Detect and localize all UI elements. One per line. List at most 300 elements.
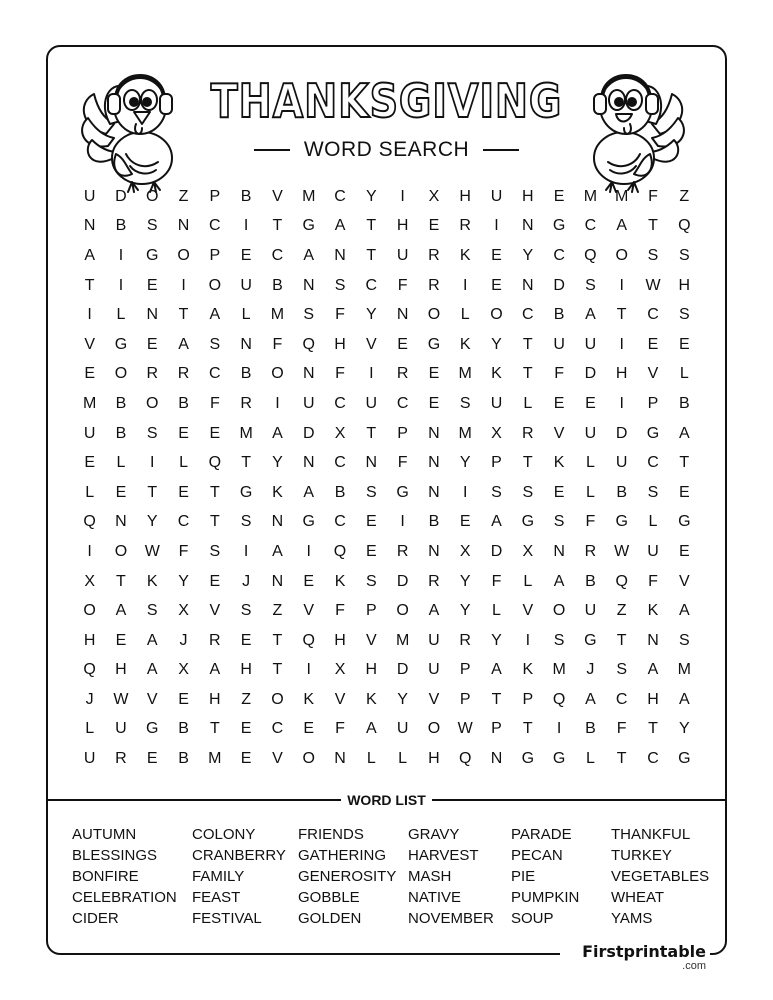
grid-letter: E (428, 365, 440, 383)
grid-letter: W (113, 690, 129, 708)
grid-letter: N (553, 542, 565, 560)
word-list-item: YAMS (611, 910, 653, 927)
grid-letter: H (209, 690, 221, 708)
grid-letter: A (334, 217, 346, 235)
grid-letter: K (146, 572, 158, 590)
grid-letter: C (522, 306, 534, 324)
grid-letter: A (428, 602, 440, 620)
word-list-item: AUTUMN (72, 826, 137, 843)
grid-letter: Y (146, 513, 158, 531)
grid-letter: N (522, 217, 534, 235)
grid-letter: R (459, 631, 471, 649)
grid-letter: F (178, 542, 189, 560)
grid-letter: A (209, 306, 221, 324)
grid-letter: F (585, 513, 596, 531)
grid-letter: M (583, 187, 598, 205)
grid-letter: T (84, 276, 95, 294)
grid-letter: Q (83, 661, 96, 679)
grid-letter: V (146, 690, 158, 708)
grid-letter: U (615, 454, 628, 472)
grid-letter: D (553, 276, 565, 294)
grid-letter: M (458, 365, 472, 383)
grid-letter: X (459, 542, 471, 560)
grid-letter: E (678, 335, 690, 353)
grid-letter: K (553, 454, 565, 472)
word-list-column (408, 824, 494, 929)
grid-letter: O (83, 602, 96, 620)
grid-letter: R (209, 631, 221, 649)
word-list-item: COLONY (192, 826, 256, 843)
grid-letter: N (428, 454, 440, 472)
word-list-heading: WORD LIST (341, 792, 432, 808)
grid-letter: N (83, 217, 96, 235)
grid-letter: Y (397, 690, 408, 708)
word-list-item: PARADE (511, 826, 572, 843)
grid-letter: C (334, 394, 346, 412)
grid-letter: L (585, 454, 595, 472)
grid-letter: L (398, 750, 408, 768)
grid-letter: C (553, 246, 565, 264)
grid-letter: M (302, 187, 316, 205)
grid-letter: S (146, 217, 158, 235)
grid-letter: Y (459, 602, 471, 620)
grid-letter: X (522, 542, 534, 560)
word-list-item: NOVEMBER (408, 910, 494, 927)
grid-letter: E (115, 483, 127, 501)
grid-letter: V (303, 602, 315, 620)
grid-letter: G (114, 335, 128, 353)
grid-letter: R (428, 246, 440, 264)
grid-letter: Y (178, 572, 189, 590)
word-list-item: HARVEST (408, 847, 479, 864)
grid-letter: N (428, 542, 440, 560)
grid-letter: G (302, 217, 315, 235)
grid-letter: C (647, 306, 659, 324)
grid-letter: O (146, 187, 159, 205)
grid-letter: A (303, 483, 315, 501)
grid-letter: M (552, 661, 566, 679)
grid-letter: S (365, 572, 377, 590)
grid-letter: G (615, 513, 628, 531)
grid-letter: J (586, 661, 595, 679)
grid-letter: E (146, 276, 158, 294)
word-list-item: CRANBERRY (192, 847, 286, 864)
grid-letter: G (146, 720, 159, 738)
grid-letter: C (271, 720, 284, 738)
word-list-item: GOBBLE (298, 889, 360, 906)
word-list-item: SOUP (511, 910, 554, 927)
word-list-item: WHEAT (611, 889, 665, 906)
grid-letter: T (522, 365, 533, 383)
grid-letter: I (306, 661, 311, 679)
grid-letter: T (616, 631, 627, 649)
grid-letter: K (522, 661, 534, 679)
grid-letter: H (334, 335, 346, 353)
grid-letter: F (648, 572, 658, 590)
grid-letter: Q (333, 542, 347, 560)
grid-letter: G (239, 483, 253, 501)
grid-letter: T (209, 483, 220, 501)
grid-letter: V (365, 335, 377, 353)
grid-letter: A (272, 542, 283, 560)
grid-letter: A (146, 661, 158, 679)
grid-letter: U (428, 631, 440, 649)
grid-letter: N (240, 335, 252, 353)
grid-letter: T (491, 690, 502, 708)
grid-letter: P (365, 602, 377, 620)
brand-domain: .com (682, 960, 706, 972)
grid-letter: X (84, 572, 95, 590)
grid-letter: M (208, 750, 222, 768)
grid-letter: T (178, 306, 189, 324)
grid-letter: E (647, 335, 659, 353)
grid-letter: G (146, 246, 159, 264)
grid-letter: K (303, 690, 315, 708)
word-list-column (72, 824, 177, 929)
grid-letter: B (272, 276, 283, 294)
grid-letter: E (209, 424, 221, 442)
grid-letter: P (209, 187, 221, 205)
grid-letter: N (177, 217, 190, 235)
grid-letter: B (178, 720, 189, 738)
grid-letter: J (179, 631, 188, 649)
grid-letter: B (553, 306, 565, 324)
grid-letter: Y (365, 187, 377, 205)
grid-letter: I (400, 513, 405, 531)
grid-letter: U (83, 187, 96, 205)
grid-letter: E (585, 394, 596, 412)
grid-letter: A (678, 424, 690, 442)
grid-letter: T (648, 720, 658, 738)
grid-letter: H (334, 631, 346, 649)
grid-letter: I (118, 246, 124, 264)
grid-letter: F (554, 365, 564, 383)
grid-letter: T (241, 454, 252, 472)
grid-letter: F (648, 187, 658, 205)
grid-letter: S (240, 513, 252, 531)
word-list-item: NATIVE (408, 889, 462, 906)
grid-letter: O (146, 394, 159, 412)
grid-letter: L (85, 720, 95, 738)
grid-letter: A (178, 335, 189, 353)
grid-letter: A (146, 631, 158, 649)
grid-letter: R (459, 217, 471, 235)
grid-letter: L (523, 394, 533, 412)
grid-letter: B (678, 394, 690, 412)
grid-letter: S (146, 602, 158, 620)
grid-letter: I (400, 187, 405, 205)
grid-letter: G (302, 513, 315, 531)
grid-letter: U (83, 424, 96, 442)
grid-letter: N (302, 365, 315, 383)
grid-letter: T (272, 217, 283, 235)
grid-letter: O (427, 306, 441, 324)
grid-letter: H (647, 690, 659, 708)
grid-letter: N (334, 750, 346, 768)
grid-letter: Y (272, 454, 283, 472)
grid-letter: H (115, 661, 127, 679)
grid-letter: X (491, 424, 502, 442)
grid-letter: A (647, 661, 659, 679)
grid-letter: D (615, 424, 628, 442)
grid-letter: H (459, 187, 471, 205)
word-list-item: PIE (511, 868, 536, 885)
grid-letter: W (614, 542, 630, 560)
word-list-item: GENEROSITY (298, 868, 397, 885)
grid-letter: U (115, 720, 127, 738)
grid-letter: V (272, 750, 283, 768)
grid-letter: C (615, 690, 628, 708)
grid-letter: R (240, 394, 252, 412)
grid-letter: V (678, 572, 690, 590)
grid-letter: U (553, 335, 565, 353)
grid-letter: Q (552, 690, 566, 708)
grid-letter: M (270, 306, 285, 324)
grid-letter: I (369, 365, 374, 383)
grid-letter: Q (302, 631, 315, 649)
grid-letter: A (272, 424, 283, 442)
grid-letter: D (396, 572, 409, 590)
grid-letter: K (491, 365, 502, 383)
grid-letter: C (647, 750, 659, 768)
grid-letter: T (648, 217, 658, 235)
grid-letter: N (271, 572, 284, 590)
grid-letter: A (303, 246, 315, 264)
grid-letter: R (584, 542, 597, 560)
grid-letter: S (647, 483, 659, 501)
grid-letter: H (83, 631, 96, 649)
grid-letter: C (396, 394, 409, 412)
grid-letter: H (522, 187, 534, 205)
grid-letter: E (303, 720, 315, 738)
grid-letter: R (428, 572, 440, 590)
grid-letter: A (115, 602, 127, 620)
grid-letter: K (459, 335, 471, 353)
word-list-item: THANKFUL (611, 826, 691, 843)
grid-letter: S (647, 246, 659, 264)
grid-letter: P (522, 690, 534, 708)
grid-letter: Y (459, 454, 471, 472)
grid-letter: Y (678, 720, 690, 738)
grid-letter: U (584, 602, 597, 620)
grid-letter: O (208, 276, 222, 294)
grid-letter: T (272, 631, 283, 649)
word-list-item: BONFIRE (72, 868, 139, 885)
grid-letter: G (678, 513, 691, 531)
grid-letter: L (648, 513, 658, 531)
grid-letter: K (334, 572, 346, 590)
grid-letter: F (397, 454, 408, 472)
grid-letter: H (428, 750, 440, 768)
grid-letter: E (146, 750, 158, 768)
grid-letter: E (115, 631, 127, 649)
grid-letter: D (302, 424, 315, 442)
grid-letter: V (522, 602, 534, 620)
grid-letter: N (428, 424, 440, 442)
brand-logo (560, 942, 710, 976)
grid-letter: I (118, 276, 124, 294)
grid-letter: H (240, 661, 252, 679)
grid-letter: I (181, 276, 186, 294)
word-list-item: FRIENDS (298, 826, 364, 843)
grid-letter: G (521, 750, 535, 768)
grid-letter: I (306, 542, 311, 560)
grid-letter: Y (491, 335, 502, 353)
word-list-column (611, 824, 709, 929)
grid-letter: V (334, 690, 346, 708)
grid-letter: Z (272, 602, 283, 620)
grid-letter: U (428, 661, 440, 679)
grid-letter: O (271, 690, 284, 708)
grid-letter: C (334, 454, 346, 472)
grid-letter: S (365, 483, 377, 501)
grid-letter: U (490, 187, 503, 205)
grid-letter: L (492, 602, 501, 620)
word-list-item: CIDER (72, 910, 119, 927)
grid-letter: G (552, 217, 566, 235)
grid-letter: L (679, 365, 689, 383)
grid-letter: R (396, 542, 409, 560)
grid-letter: D (396, 661, 409, 679)
grid-letter: I (619, 394, 624, 412)
grid-letter: E (178, 483, 189, 501)
grid-letter: G (521, 513, 535, 531)
subtitle-rule-right (483, 149, 519, 151)
grid-letter: F (491, 572, 502, 590)
grid-letter: U (647, 542, 659, 560)
grid-letter: D (115, 187, 127, 205)
grid-letter: O (427, 720, 441, 738)
grid-letter: T (147, 483, 158, 501)
grid-letter: F (616, 720, 627, 738)
grid-letter: J (85, 690, 94, 708)
grid-letter: T (366, 424, 377, 442)
grid-letter: P (459, 690, 471, 708)
grid-letter: X (428, 187, 440, 205)
grid-letter: I (494, 217, 499, 235)
grid-letter: V (84, 335, 95, 353)
grid-letter: I (619, 276, 624, 294)
grid-letter: N (490, 750, 503, 768)
grid-letter: O (396, 602, 409, 620)
grid-letter: Q (302, 335, 315, 353)
word-list-item: TURKEY (611, 847, 672, 864)
grid-letter: P (491, 454, 502, 472)
grid-letter: C (209, 365, 221, 383)
grid-letter: I (556, 720, 562, 738)
grid-letter: S (240, 602, 252, 620)
grid-letter: A (553, 572, 565, 590)
grid-letter: A (84, 246, 95, 264)
grid-letter: V (647, 365, 659, 383)
word-list-item: FEAST (192, 889, 241, 906)
grid-letter: P (459, 661, 471, 679)
grid-letter: T (522, 454, 533, 472)
grid-letter: I (243, 542, 249, 560)
grid-letter: G (584, 631, 597, 649)
grid-letter: B (115, 217, 127, 235)
grid-letter: E (240, 750, 252, 768)
grid-letter: Z (241, 690, 252, 708)
grid-letter: H (678, 276, 691, 294)
grid-letter: E (240, 720, 252, 738)
grid-letter: S (334, 276, 346, 294)
grid-letter: E (459, 513, 471, 531)
grid-letter: R (115, 750, 127, 768)
grid-letter: G (646, 424, 660, 442)
grid-letter: I (87, 542, 92, 560)
grid-letter: N (302, 276, 315, 294)
grid-letter: A (491, 661, 502, 679)
grid-letter: T (616, 306, 627, 324)
grid-letter: S (585, 276, 596, 294)
grid-letter: R (396, 365, 409, 383)
grid-letter: C (334, 513, 346, 531)
grid-letter: P (491, 720, 502, 738)
grid-letter: F (209, 394, 220, 412)
grid-letter: V (553, 424, 565, 442)
grid-letter: I (87, 306, 92, 324)
grid-letter: J (242, 572, 251, 590)
grid-letter: U (240, 276, 252, 294)
grid-letter: T (272, 661, 283, 679)
grid-letter: Q (584, 246, 597, 264)
grid-letter: B (428, 513, 440, 531)
grid-letter: E (491, 276, 502, 294)
grid-letter: N (365, 454, 378, 472)
word-list-item: CELEBRATION (72, 889, 177, 906)
grid-letter: E (553, 187, 565, 205)
word-list-column (298, 824, 396, 929)
grid-letter: Z (679, 187, 690, 205)
grid-letter: C (177, 513, 190, 531)
grid-letter: D (490, 542, 503, 560)
grid-letter: W (144, 542, 160, 560)
grid-letter: F (272, 335, 283, 353)
grid-letter: U (584, 424, 597, 442)
grid-letter: M (615, 187, 629, 205)
grid-letter: B (585, 720, 596, 738)
grid-letter: E (209, 572, 221, 590)
grid-letter: B (178, 750, 189, 768)
grid-letter: X (334, 424, 346, 442)
grid-letter: O (552, 602, 566, 620)
grid-letter: X (178, 602, 189, 620)
grid-letter: G (396, 483, 409, 501)
grid-letter: U (396, 720, 409, 738)
grid-letter: L (460, 306, 470, 324)
grid-letter: N (428, 483, 440, 501)
grid-letter: P (397, 424, 408, 442)
grid-letter: U (396, 246, 409, 264)
brand-name: Firstprintable (582, 942, 706, 961)
grid-letter: S (678, 631, 690, 649)
grid-letter: U (83, 750, 96, 768)
grid-letter: B (115, 394, 127, 412)
grid-letter: T (366, 246, 377, 264)
grid-letter: I (275, 394, 280, 412)
grid-letter: S (678, 246, 690, 264)
grid-letter: S (459, 394, 471, 412)
grid-letter: U (365, 394, 378, 412)
grid-letter: X (334, 661, 346, 679)
grid-letter: M (458, 424, 472, 442)
grid-letter: E (365, 542, 377, 560)
grid-letter: Y (365, 306, 377, 324)
grid-letter: A (365, 720, 377, 738)
grid-letter: Y (459, 572, 471, 590)
grid-letter: C (334, 187, 346, 205)
